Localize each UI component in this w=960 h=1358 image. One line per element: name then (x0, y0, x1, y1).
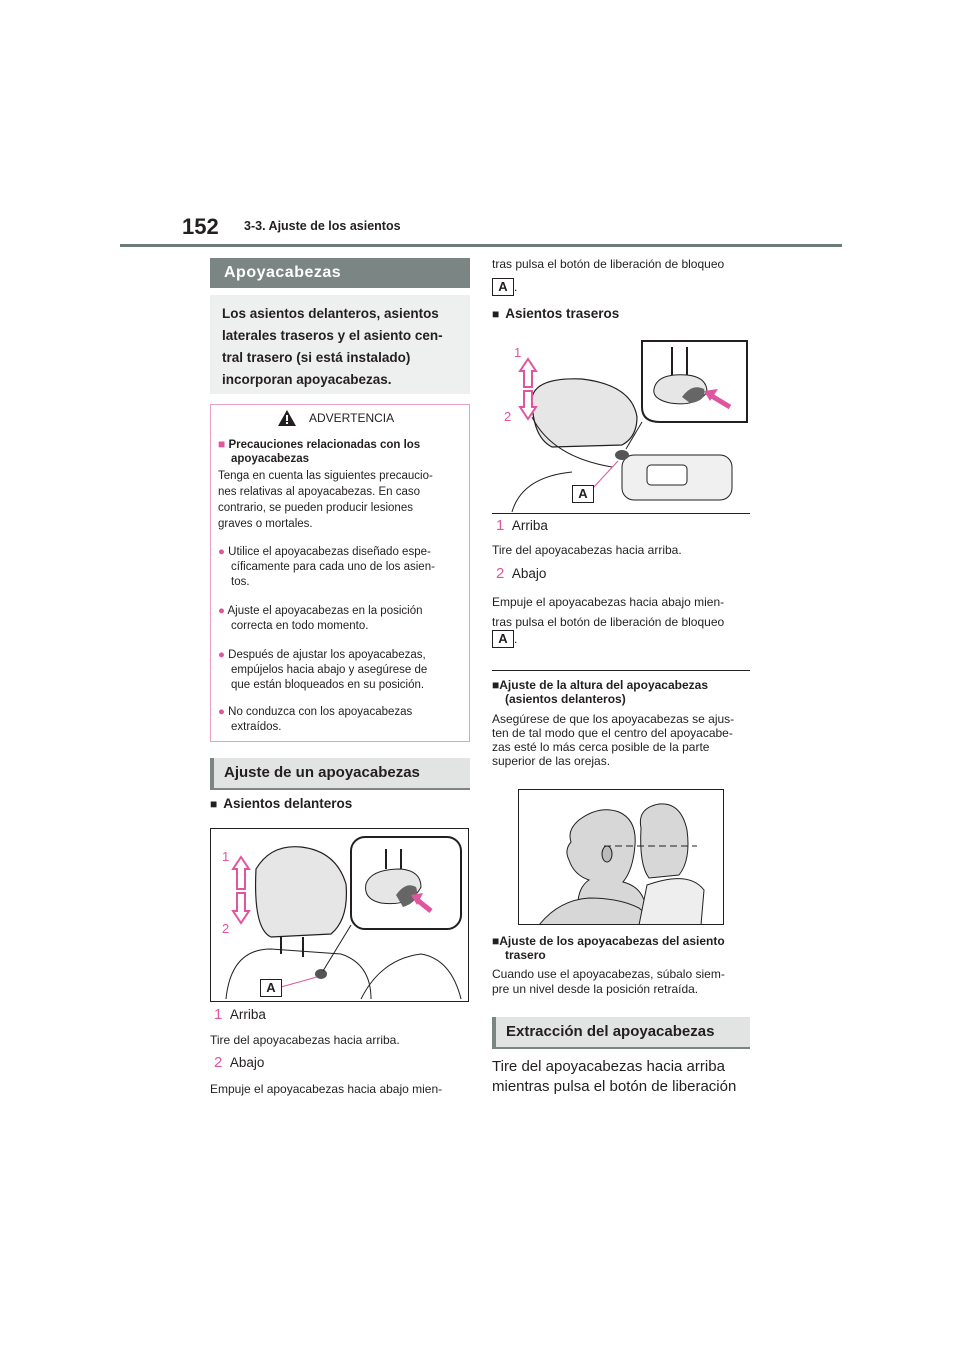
dot-bullet-icon: ● (218, 546, 225, 558)
header-rule (120, 244, 842, 247)
front-headrest-illustration (211, 829, 469, 1002)
extraccion-text: Tire del apoyacabezas hacia arriba mientras pulsa el botón de liberación (492, 1058, 737, 1095)
dot-bullet-icon: ● (218, 706, 225, 718)
sub-traseros: ■ Asientos traseros (492, 306, 620, 321)
square-bullet-icon: ■ (492, 307, 500, 321)
square-bullet-icon: ■ (492, 678, 500, 692)
extraccion-heading: Extracción del apoyacabezas (492, 1017, 750, 1047)
trasero-title: ■Ajuste de los apoyacabezas del asiento trasero (492, 934, 725, 962)
fig-label-1: 1 (514, 345, 522, 360)
rear-headrest-illustration (492, 337, 750, 513)
trasero-text: Cuando use el apoyacabezas, súbalo siem- pre un nivel desde la posición retraída. (492, 967, 725, 996)
divider (492, 670, 750, 671)
apoyacabezas-heading: Apoyacabezas (210, 258, 470, 288)
step-2-desc: Empuje el apoyacabezas hacia abajo mien- (210, 1082, 443, 1096)
head-height-figure (518, 789, 724, 925)
step-2: 2 Abajo (496, 565, 547, 582)
dot-bullet-icon: ● (218, 649, 225, 661)
ajuste-heading: Ajuste de un apoyacabezas (210, 758, 470, 788)
warning-title: ADVERTENCIA (309, 411, 395, 425)
step-1: 1 Arriba (496, 517, 548, 534)
warning-bullet: ● Ajuste el apoyacabezas en la posición correcta en todo momento. (218, 605, 423, 632)
fig-label-2: 2 (222, 921, 230, 936)
altura-title: ■Ajuste de la altura del apoyacabezas (asientos delanteros) (492, 678, 709, 706)
heading-rule (492, 1047, 750, 1049)
warning-triangle-icon (277, 409, 297, 427)
fig-label-a: A (260, 979, 282, 997)
head-height-illustration (519, 790, 724, 925)
release-button-ref: A . (492, 630, 517, 648)
intro-line: laterales traseros y el asiento cen- (222, 328, 443, 343)
step-1-desc: Tire del apoyacabezas hacia arriba. (210, 1033, 400, 1047)
fig-label-1: 1 (222, 849, 230, 864)
warning-bullet: ● Utilice el apoyacabezas diseñado espe- cíficamente para cada uno de los asien- tos. (218, 546, 435, 588)
warning-paragraph: Tenga en cuenta las siguientes precaucio- nes relativas al apoyacabezas. En caso contrario, se pueden producir lesiones graves o mortales. (218, 470, 433, 530)
release-button-ref: A . (492, 278, 517, 296)
warning-subtitle: ■ Precauciones relacionadas con los apoyacabezas (218, 437, 421, 465)
warning-bullet: ● Después de ajustar los apoyacabezas, empújelos hacia abajo y asegúrese de que están bloqueados en su posición. (218, 649, 428, 691)
step-2: 2 Abajo (214, 1054, 265, 1071)
step-1-desc: Tire del apoyacabezas hacia arriba. (492, 543, 682, 557)
altura-text: Asegúrese de que los apoyacabezas se ajus- ten de tal modo que el centro del apoyacabe- zas esté lo más cerca posible de la parte superior de las orejas. (492, 712, 735, 768)
fig-label-a: A (572, 485, 594, 503)
intro-box (210, 295, 470, 394)
heading-rule (210, 788, 470, 790)
intro-line: incorporan apoyacabezas. (222, 372, 392, 387)
sub-delanteros: ■ Asientos delanteros (210, 796, 353, 811)
square-bullet-icon: ■ (218, 437, 226, 451)
fig-label-2: 2 (504, 409, 512, 424)
intro-line: Los asientos delanteros, asientos (222, 306, 439, 321)
warning-box (210, 404, 470, 742)
continued-text: tras pulsa el botón de liberación de bloqueo (492, 257, 725, 271)
warning-bullet: ● No conduzca con los apoyacabezas extraídos. (218, 706, 413, 733)
page-number: 152 (182, 214, 219, 239)
section-title: 3-3. Ajuste de los asientos (244, 219, 401, 233)
front-headrest-figure (210, 828, 469, 1002)
dot-bullet-icon: ● (218, 605, 225, 617)
square-bullet-icon: ■ (210, 797, 218, 811)
step-2-desc: Empuje el apoyacabezas hacia abajo mien- tras pulsa el botón de liberación de bloqueo (492, 595, 725, 629)
square-bullet-icon: ■ (492, 934, 500, 948)
step-1: 1 Arriba (214, 1006, 266, 1023)
intro-line: tral trasero (si está instalado) (222, 350, 411, 365)
rear-headrest-figure (492, 337, 750, 514)
